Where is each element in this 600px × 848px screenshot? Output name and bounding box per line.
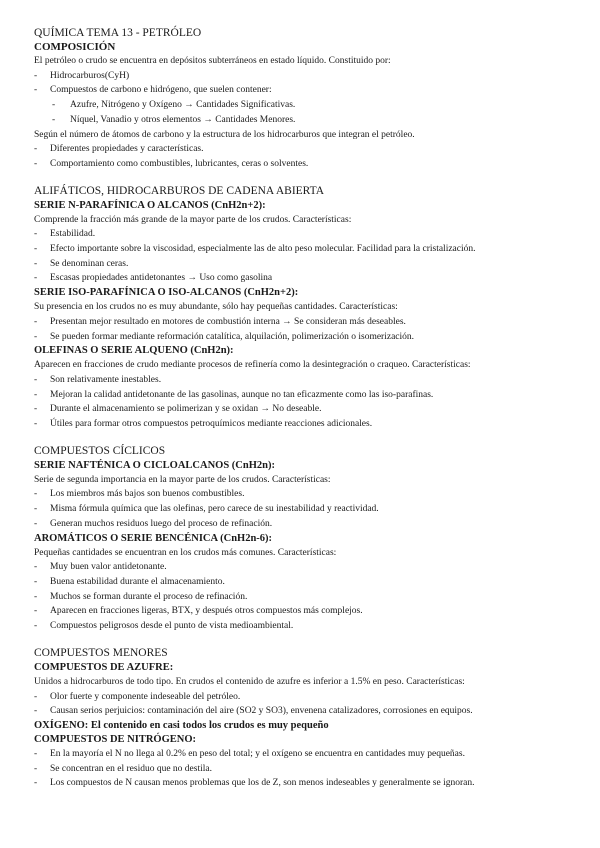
list-item: - Compuestos peligrosos desde el punto de vista medioambiental. (34, 619, 590, 634)
list-item: - Diferentes propiedades y características. (34, 142, 590, 157)
list-item: - Efecto importante sobre la viscosidad, especialmente las de alto peso molecular. Facilidad para la cristalización. (34, 242, 590, 257)
subsection-heading-naftenica: SERIE NAFTÉNICA O CICLOALCANOS (CnH2n): (34, 459, 275, 471)
list-item: - Los miembros más bajos son buenos combustibles. (34, 487, 590, 502)
nitrogeno-list (34, 747, 590, 791)
list-item: - Estabilidad. (34, 227, 590, 242)
list-item: - Escasas propiedades antidetonantes → Uso como gasolina (34, 271, 590, 286)
aromaticos-intro: Pequeñas cantidades se encuentran en los crudos más comunes. Características: (34, 547, 337, 558)
list-item: - Mejoran la calidad antidetonante de las gasolinas, aunque no tan eficazmente como las iso-parafinas. (34, 388, 590, 403)
section-heading-composicion: COMPOSICIÓN (34, 41, 116, 53)
azufre-list (34, 690, 590, 719)
section-heading-menores: COMPUESTOS MENORES (34, 646, 168, 659)
list-item: - Aparecen en fracciones ligeras, BTX, y después otros compuestos más complejos. (34, 604, 590, 619)
list-item: - Son relativamente inestables. (34, 373, 590, 388)
list-item: - Comportamiento como combustibles, lubricantes, ceras o solventes. (34, 157, 590, 172)
section-heading-ciclicos: COMPUESTOS CÍCLICOS (34, 444, 166, 457)
list-item: - Se denominan ceras. (34, 257, 590, 272)
list-item: - Generan muchos residuos luego del proceso de refinación. (34, 517, 590, 532)
composicion-intro: El petróleo o crudo se encuentra en depósitos subterráneos en estado líquido. Constituido por: (34, 56, 391, 66)
list-item: - Olor fuerte y componente indeseable del petróleo. (34, 690, 590, 705)
list-item: - Los compuestos de N causan menos problemas que los de Z, son menos indeseables y generalmente se ignoran. (34, 776, 590, 791)
list-item: - Muy buen valor antidetonante. (34, 560, 590, 575)
list-item: - Se concentran en el residuo que no destila. (34, 762, 590, 777)
subsection-heading-azufre: COMPUESTOS DE AZUFRE: (34, 661, 174, 673)
parafinica-list (34, 227, 590, 286)
document-page (34, 26, 590, 791)
list-item: - Se pueden formar mediante reformación catalítica, alquilación, polimerización o isomerización. (34, 330, 590, 345)
aromaticos-list (34, 560, 590, 634)
olefinas-list (34, 373, 590, 432)
naftenica-intro: Serie de segunda importancia en la mayor parte de los crudos. Características: (34, 474, 331, 485)
azufre-intro: Unidos a hidrocarburos de todo tipo. En crudos el contenido de azufre es inferior a 1.5% en peso. Características: (34, 676, 465, 687)
oxigeno-line: OXÍGENO: El contenido en casi todos los crudos es muy pequeño (34, 719, 329, 731)
olefinas-intro: Aparecen en fracciones de crudo mediante procesos de refinería como la desintegración o craqueo. Características: (34, 360, 471, 371)
list-item: - Durante el almacenamiento se polimerizan y se oxidan → No deseable. (34, 402, 590, 417)
subsection-heading-olefinas: OLEFINAS O SERIE ALQUENO (CnH2n): (34, 345, 234, 357)
list-item: - Presentan mejor resultado en motores de combustión interna → Se consideran más deseables. (34, 315, 590, 330)
iso-intro: Su presencia en los crudos no es muy abundante, sólo hay pequeñas cantidades. Características: (34, 302, 398, 313)
subsection-heading-nitrogeno: COMPUESTOS DE NITRÓGENO: (34, 733, 196, 745)
list-item: - Buena estabilidad durante el almacenamiento. (34, 575, 590, 590)
composicion-list-2 (34, 142, 590, 171)
subsection-heading-parafinica: SERIE N-PARAFÍNICA O ALCANOS (CnH2n+2): (34, 199, 266, 211)
list-item: - Compuestos de carbono e hidrógeno, que suelen contener: (34, 83, 590, 98)
composicion-list (34, 69, 590, 128)
sub-list-item: - Níquel, Vanadio y otros elementos → Cantidades Menores. (34, 113, 590, 128)
list-item: - Hidrocarburos(CyH) (34, 69, 590, 84)
iso-list (34, 315, 590, 344)
list-item: - Misma fórmula química que las olefinas, pero carece de su inestabilidad y reactividad. (34, 502, 590, 517)
parafinica-intro: Comprende la fracción más grande de la mayor parte de los crudos. Características: (34, 214, 352, 225)
sub-list-item: - Azufre, Nitrógeno y Oxígeno → Cantidades Significativas. (34, 98, 590, 113)
list-item: - Útiles para formar otros compuestos petroquímicos mediante reacciones adicionales. (34, 417, 590, 432)
list-item: - En la mayoría el N no llega al 0.2% en peso del total; y el oxígeno se encuentra en cantidades muy pequeñas. (34, 747, 590, 762)
subsection-heading-iso: SERIE ISO-PARAFÍNICA O ISO-ALCANOS (CnH2n+2): (34, 287, 299, 299)
composicion-paragraph: Según el número de átomos de carbono y la estructura de los hidrocarburos que integran el petróleo. (34, 129, 415, 140)
list-item: - Causan serios perjuicios: contaminación del aire (SO2 y SO3), envenena catalizadores, corrosiones en equipos. (34, 704, 590, 719)
section-heading-alifaticos: ALIFÁTICOS, HIDROCARBUROS DE CADENA ABIERTA (34, 184, 325, 197)
document-title: QUÍMICA TEMA 13 - PETRÓLEO (34, 27, 202, 39)
list-item: - Muchos se forman durante el proceso de refinación. (34, 590, 590, 605)
subsection-heading-aromaticos: AROMÁTICOS O SERIE BENCÉNICA (CnH2n-6): (34, 532, 273, 544)
naftenica-list (34, 487, 590, 531)
